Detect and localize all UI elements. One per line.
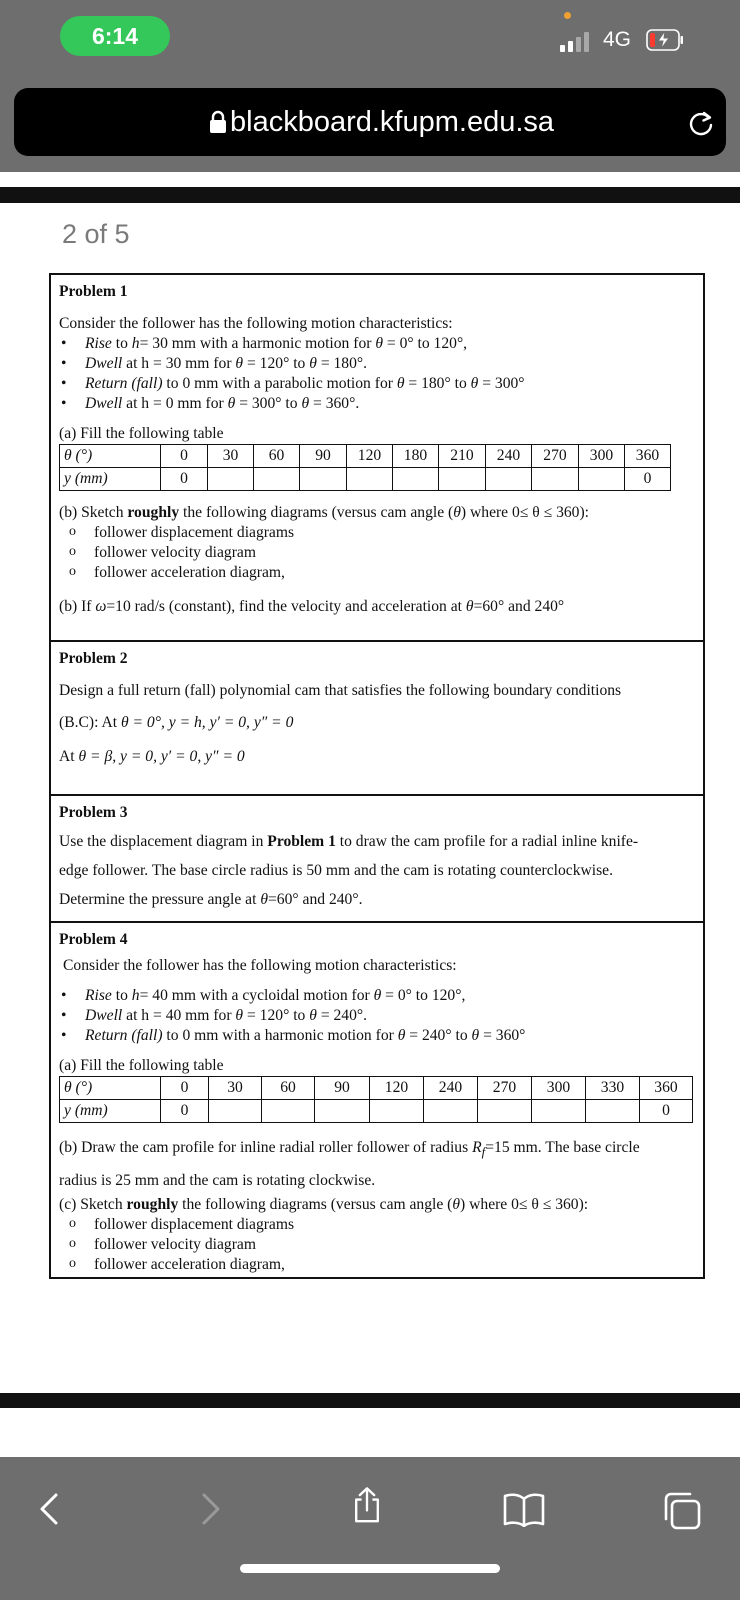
list-item: o follower acceleration diagram,	[59, 563, 695, 583]
part-b-text: (b) Draw the cam profile for inline radial roller follower of radius $R_f=15$ mm. The base circle	[59, 1139, 640, 1160]
part-b2-text: (b) If ω=10 rad/s (constant), find the velocity and acceleration at θ=60° and 240°	[59, 598, 565, 615]
table-cell	[579, 468, 625, 491]
motion-list	[59, 986, 695, 1046]
table-header-cell: θ (°)	[60, 1077, 161, 1100]
list-item: • Dwell at h = 30 mm for θ = 120° to θ = 180°.	[59, 354, 695, 374]
table-cell: 360	[625, 445, 671, 468]
table-cell	[370, 1100, 424, 1123]
part-c-text: (c) Sketch roughly the following diagrams (versus cam angle (θ) where 0≤ θ ≤ 360):	[59, 1196, 589, 1214]
table-caption: (a) Fill the following table	[59, 425, 224, 442]
table-cell	[439, 468, 486, 491]
list-item: • Dwell at h = 0 mm for θ = 300° to θ = 360°.	[59, 394, 695, 414]
network-type: 4G	[603, 28, 632, 51]
home-indicator	[240, 1564, 500, 1573]
problem-4	[51, 921, 703, 1277]
table-cell: 90	[300, 445, 347, 468]
table-cell: 30	[208, 445, 254, 468]
privacy-indicator-dot	[564, 12, 571, 19]
table-row	[60, 1100, 693, 1123]
table-cell: 0	[161, 468, 208, 491]
table-caption: (a) Fill the following table	[59, 1057, 224, 1074]
status-bar	[0, 0, 740, 80]
values-table	[59, 1076, 693, 1123]
list-item: • Rise to h= 30 mm with a harmonic motion for θ = 0° to 120°,	[59, 334, 695, 354]
table-cell: 30	[209, 1077, 262, 1100]
tabs-icon[interactable]	[662, 1491, 702, 1531]
table-cell: 60	[254, 445, 300, 468]
table-cell: 240	[486, 445, 532, 468]
table-cell: 0	[640, 1100, 693, 1123]
table-cell	[315, 1100, 370, 1123]
problem-1	[51, 275, 703, 640]
document-page	[49, 273, 705, 1279]
problem-title: Problem 3	[59, 804, 128, 821]
table-cell: 90	[315, 1077, 370, 1100]
table-header-cell: y (mm)	[60, 1100, 161, 1123]
motion-list	[59, 334, 695, 414]
table-cell: 60	[262, 1077, 315, 1100]
browser-bottom-bar	[0, 1457, 740, 1600]
problem-intro: Consider the follower has the following motion characteristics:	[59, 315, 453, 332]
table-cell	[478, 1100, 532, 1123]
address-bar[interactable]	[14, 88, 726, 156]
problem-title: Problem 2	[59, 650, 128, 667]
table-cell: 0	[161, 1077, 209, 1100]
diagram-list	[59, 1215, 695, 1275]
cellular-signal-icon	[560, 30, 594, 52]
table-row	[60, 468, 671, 491]
table-cell	[209, 1100, 262, 1123]
table-cell	[424, 1100, 478, 1123]
part-b-text: (b) Sketch roughly the following diagrams (versus cam angle (θ) where 0≤ θ ≤ 360):	[59, 504, 589, 521]
status-time: 6:14	[60, 16, 170, 56]
viewer-bottom-bar	[0, 1393, 740, 1408]
back-icon[interactable]	[32, 1491, 68, 1527]
boundary-condition-2: At θ = β, y = 0, y′ = 0, y″ = 0	[59, 748, 245, 765]
table-cell	[586, 1100, 640, 1123]
table-cell	[347, 468, 393, 491]
problem-title: Problem 4	[59, 931, 128, 948]
forward-icon[interactable]	[192, 1491, 228, 1527]
table-cell: 0	[161, 1100, 209, 1123]
reload-icon[interactable]	[686, 108, 716, 138]
boundary-condition-1: (B.C): At θ = 0°, y = h, y′ = 0, y″ = 0	[59, 714, 294, 731]
list-item: • Return (fall) to 0 mm with a parabolic motion for θ = 180° to θ = 300°	[59, 374, 695, 394]
table-cell: 120	[370, 1077, 424, 1100]
table-cell	[532, 1100, 586, 1123]
problem-2	[51, 640, 703, 794]
table-cell	[262, 1100, 315, 1123]
page-count: 2 of 5	[62, 219, 130, 249]
table-header-cell: y (mm)	[60, 468, 161, 491]
table-header-cell: θ (°)	[60, 445, 161, 468]
problem-title: Problem 1	[59, 283, 128, 300]
table-row	[60, 445, 671, 468]
problem-3	[51, 794, 703, 921]
table-cell: 180	[393, 445, 439, 468]
table-cell: 360	[640, 1077, 693, 1100]
url-text: blackboard.kfupm.edu.sa	[230, 106, 555, 138]
table-cell	[208, 468, 254, 491]
table-cell: 0	[625, 468, 671, 491]
table-cell	[393, 468, 439, 491]
list-item: • Return (fall) to 0 mm with a harmonic motion for θ = 240° to θ = 360°	[59, 1026, 695, 1046]
table-cell	[532, 468, 579, 491]
list-item: • Dwell at h = 40 mm for θ = 120° to θ = 240°.	[59, 1006, 695, 1026]
list-item: o follower displacement diagrams	[59, 523, 695, 543]
table-cell: 270	[478, 1077, 532, 1100]
battery-charging-icon	[646, 29, 684, 51]
problem-text: Determine the pressure angle at θ=60° and 240°.	[59, 891, 363, 908]
list-item: o follower displacement diagrams	[59, 1215, 695, 1235]
table-cell: 300	[579, 445, 625, 468]
table-cell: 0	[161, 445, 208, 468]
problem-text: edge follower. The base circle radius is 50 mm and the cam is rotating counterclockwise.	[59, 862, 613, 879]
share-icon[interactable]	[349, 1487, 385, 1523]
table-cell	[254, 468, 300, 491]
values-table	[59, 444, 671, 491]
problem-intro: Consider the follower has the following motion characteristics:	[63, 957, 457, 974]
problem-text: Design a full return (fall) polynomial cam that satisfies the following boundary conditions	[59, 682, 622, 699]
viewer-top-bar	[0, 187, 740, 203]
bookmarks-icon[interactable]	[503, 1491, 545, 1527]
table-cell	[300, 468, 347, 491]
lock-icon	[208, 110, 228, 134]
table-cell	[486, 468, 532, 491]
list-item: • Rise to h= 40 mm with a cycloidal motion for θ = 0° to 120°,	[59, 986, 695, 1006]
part-b-text: radius is 25 mm and the cam is rotating clockwise.	[59, 1172, 376, 1190]
table-cell: 210	[439, 445, 486, 468]
table-cell: 300	[532, 1077, 586, 1100]
browser-toolbar	[0, 80, 740, 172]
list-item: o follower velocity diagram	[59, 1235, 695, 1255]
table-cell: 270	[532, 445, 579, 468]
list-item: o follower acceleration diagram,	[59, 1255, 695, 1275]
table-row	[60, 1077, 693, 1100]
problem-text: Use the displacement diagram in Problem 1 to draw the cam profile for a radial inline knife-	[59, 833, 639, 850]
table-cell: 240	[424, 1077, 478, 1100]
list-item: o follower velocity diagram	[59, 543, 695, 563]
table-cell: 330	[586, 1077, 640, 1100]
table-cell: 120	[347, 445, 393, 468]
diagram-list	[59, 523, 695, 583]
